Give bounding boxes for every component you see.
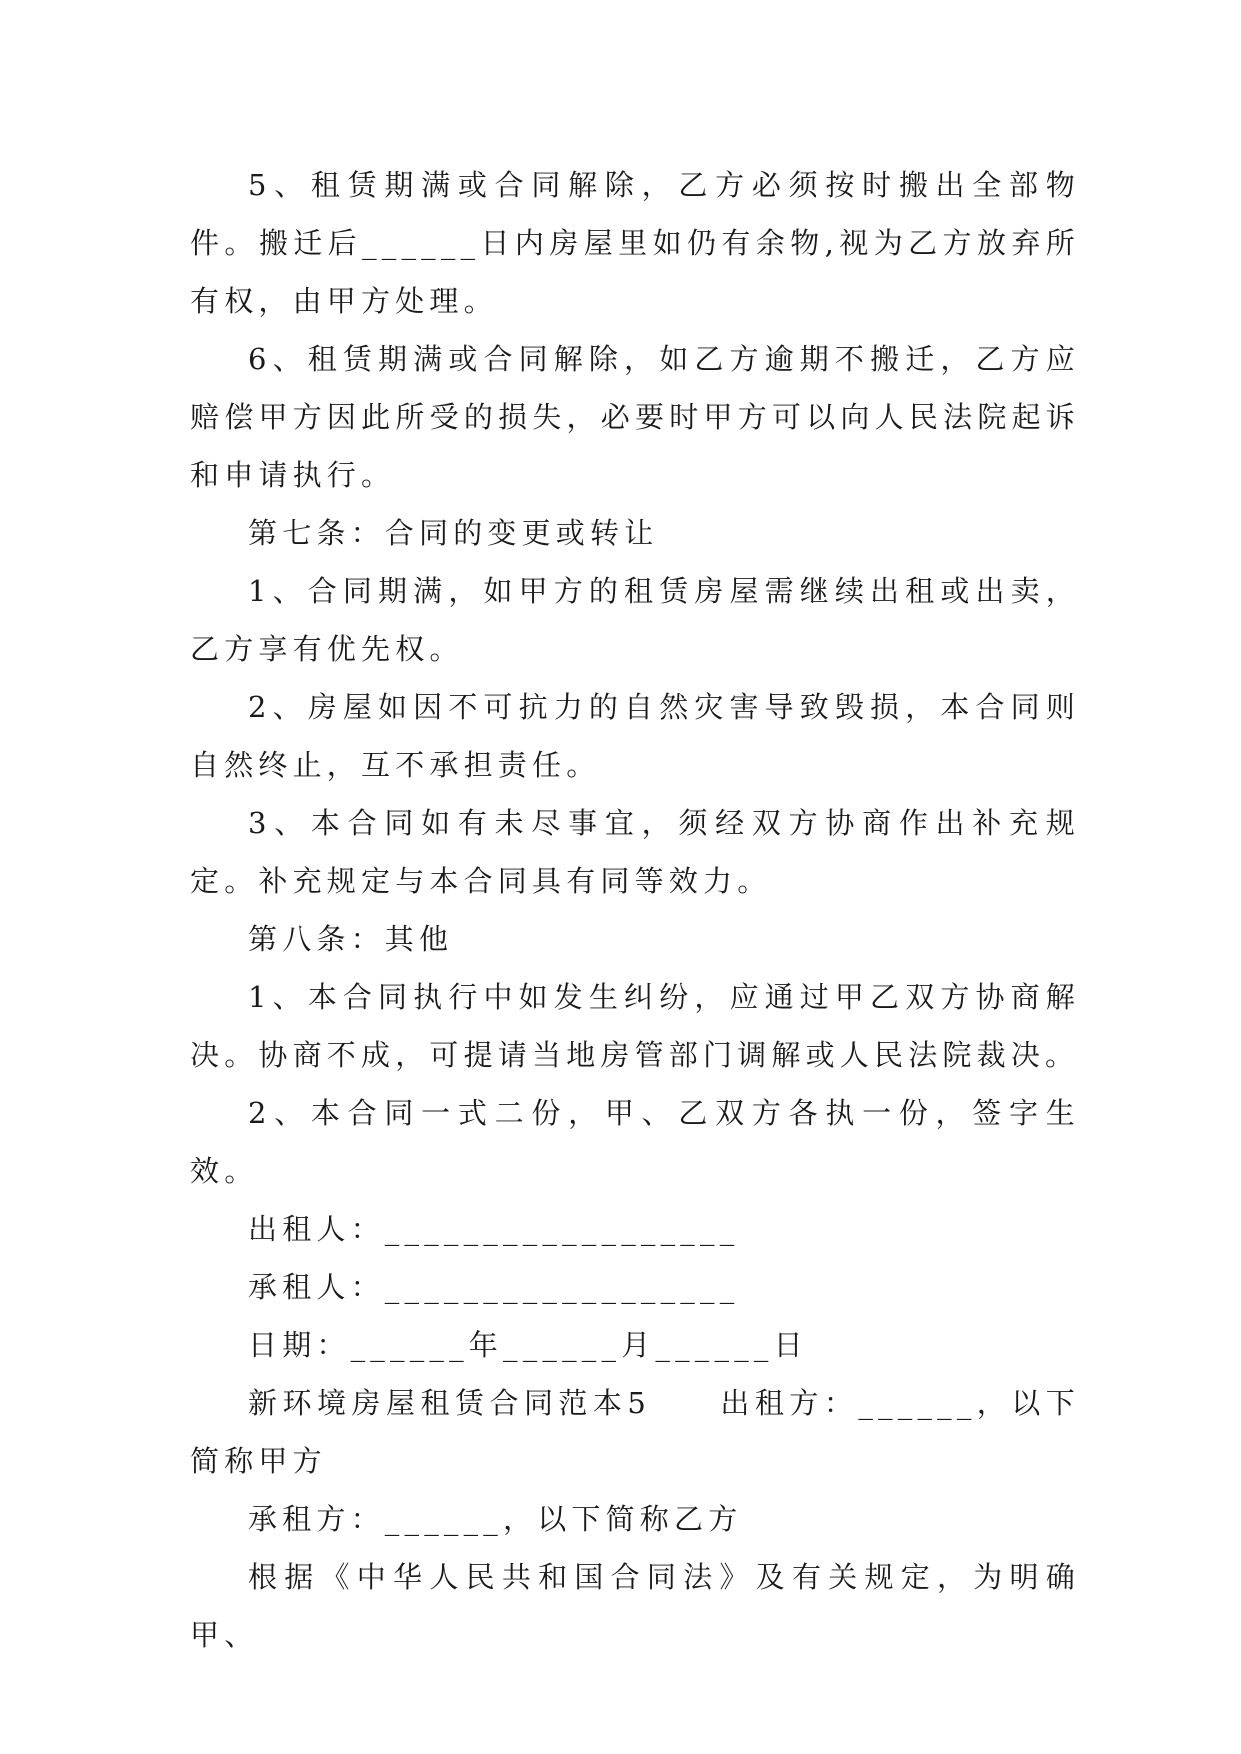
clause-paragraph: 6、租赁期满或合同解除，如乙方逾期不搬迁，乙方应赔偿甲方因此所受的损失，必要时甲方可以向人民法院起诉和申请执行。 [190,342,1080,492]
clause-paragraph: 2、房屋如因不可抗力的自然灾害导致毁损，本合同则自然终止，互不承担责任。 [190,690,1080,782]
clause-paragraph: 2、本合同一式二份，甲、乙双方各执一份，签字生效。 [190,1096,1080,1188]
clause-paragraph: 5、租赁期满或合同解除，乙方必须按时搬出全部物件。搬迁后______日内房屋里如仍有余物,视为乙方放弃所有权，由甲方处理。 [190,168,1080,318]
clause-paragraph: 1、本合同执行中如发生纠纷，应通过甲乙双方协商解决。协商不成，可提请当地房管部门调解或人民法院裁决。 [190,980,1080,1072]
date-line: 日期：______年______月______日 [248,1328,808,1362]
preamble-paragraph: 根据《中华人民共和国合同法》及有关规定，为明确甲、 [190,1560,1080,1652]
lessee-party-line: 承租方：______，以下简称乙方 [248,1502,743,1536]
lessee-signature-line: 承租人：__________________ [248,1270,740,1304]
section-heading: 第八条：其他 [248,922,454,956]
lessor-signature-line: 出租人：__________________ [248,1212,740,1246]
clause-paragraph: 3、本合同如有未尽事宜，须经双方协商作出补充规定。补充规定与本合同具有同等效力。 [190,806,1080,898]
section-heading: 第七条：合同的变更或转让 [248,516,659,550]
clause-paragraph: 1、合同期满，如甲方的租赁房屋需继续出租或出卖，乙方享有优先权。 [190,574,1080,666]
document-page [190,156,1080,1664]
contract-title-line: 新环境房屋租赁合同范本5 出租方：______，以下简称甲方 [190,1386,1080,1478]
